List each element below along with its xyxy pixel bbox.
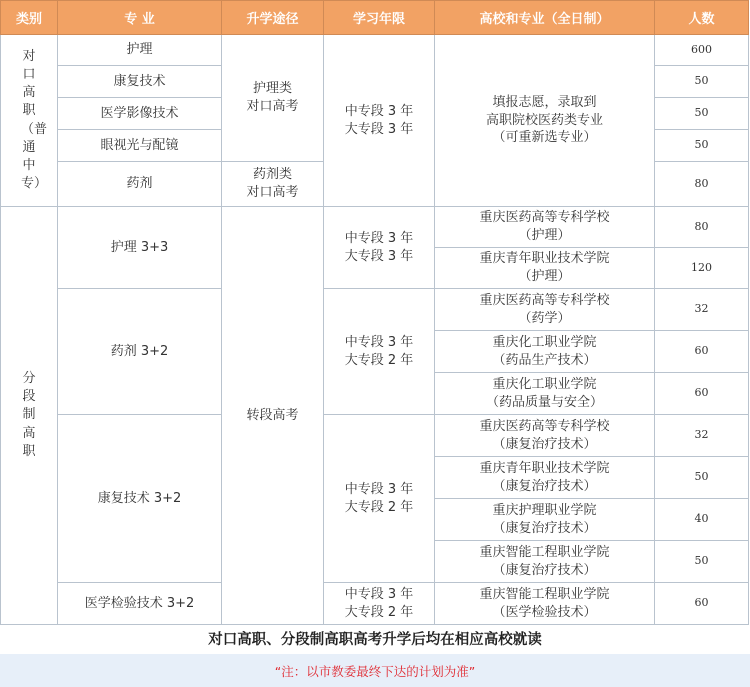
table-header-row — [1, 1, 749, 35]
school-cell: 重庆医药高等专科学校 （护理） — [435, 207, 655, 248]
major-cell: 康复技术 — [58, 66, 222, 98]
table-row — [1, 35, 749, 66]
header-major: 专 业 — [58, 1, 222, 35]
count-cell: 50 — [655, 457, 749, 499]
count-cell: 60 — [655, 331, 749, 373]
category-cell — [1, 35, 58, 207]
count-cell: 80 — [655, 207, 749, 248]
years-cell: 中专段 3 年 大专段 3 年 — [324, 35, 435, 207]
table-row — [1, 583, 749, 625]
header-years: 学习年限 — [324, 1, 435, 35]
count-cell: 40 — [655, 499, 749, 541]
years-cell: 中专段 3 年 大专段 2 年 — [324, 289, 435, 415]
major-cell: 医学影像技术 — [58, 98, 222, 130]
school-cell: 重庆青年职业技术学院 （康复治疗技术） — [435, 457, 655, 499]
header-count: 人数 — [655, 1, 749, 35]
school-cell: 重庆智能工程职业学院 （医学检验技术） — [435, 583, 655, 625]
years-cell: 中专段 3 年 大专段 2 年 — [324, 415, 435, 583]
school-cell: 重庆医药高等专科学校 （药学） — [435, 289, 655, 331]
category-cell — [1, 207, 58, 625]
footer-statement: 对口高职、分段制高职高考升学后均在相应高校就读 — [208, 632, 542, 648]
school-cell: 重庆医药高等专科学校 （康复治疗技术） — [435, 415, 655, 457]
school-cell: 重庆智能工程职业学院 （康复治疗技术） — [435, 541, 655, 583]
major-cell: 药剂 — [58, 162, 222, 207]
school-cell: 填报志愿，录取到 高职院校医药类专业 （可重新选专业） — [435, 35, 655, 207]
count-cell: 80 — [655, 162, 749, 207]
table-row — [1, 207, 749, 248]
school-cell: 重庆青年职业技术学院 （护理） — [435, 248, 655, 289]
count-cell: 50 — [655, 66, 749, 98]
route-cell: 转段高考 — [222, 207, 324, 625]
count-cell: 60 — [655, 373, 749, 415]
count-cell: 50 — [655, 541, 749, 583]
category-label: 对口高职（普通中专） — [21, 48, 48, 192]
major-cell: 康复技术 3+2 — [58, 415, 222, 583]
major-cell: 药剂 3+2 — [58, 289, 222, 415]
years-cell: 中专段 3 年 大专段 3 年 — [324, 207, 435, 289]
count-cell: 120 — [655, 248, 749, 289]
count-cell: 32 — [655, 415, 749, 457]
major-cell: 护理 — [58, 35, 222, 66]
header-school: 高校和专业（全日制） — [435, 1, 655, 35]
note-bar — [0, 654, 750, 687]
count-cell: 60 — [655, 583, 749, 625]
header-route: 升学途径 — [222, 1, 324, 35]
category-label: 分段制高职 — [22, 371, 36, 459]
header-category: 类别 — [1, 1, 58, 35]
note-text: “注：以市教委最终下达的计划为准” — [274, 663, 476, 679]
major-cell: 医学检验技术 3+2 — [58, 583, 222, 625]
table-row — [1, 415, 749, 457]
years-cell: 中专段 3 年 大专段 2 年 — [324, 583, 435, 625]
table-row — [1, 289, 749, 331]
count-cell: 32 — [655, 289, 749, 331]
school-cell: 重庆化工职业学院 （药品生产技术） — [435, 331, 655, 373]
route-cell: 药剂类 对口高考 — [222, 162, 324, 207]
school-cell: 重庆化工职业学院 （药品质量与安全） — [435, 373, 655, 415]
count-cell: 50 — [655, 130, 749, 162]
major-cell: 护理 3+3 — [58, 207, 222, 289]
school-cell: 重庆护理职业学院 （康复治疗技术） — [435, 499, 655, 541]
count-cell: 600 — [655, 35, 749, 66]
route-cell: 护理类 对口高考 — [222, 35, 324, 162]
major-cell: 眼视光与配镜 — [58, 130, 222, 162]
count-cell: 50 — [655, 98, 749, 130]
